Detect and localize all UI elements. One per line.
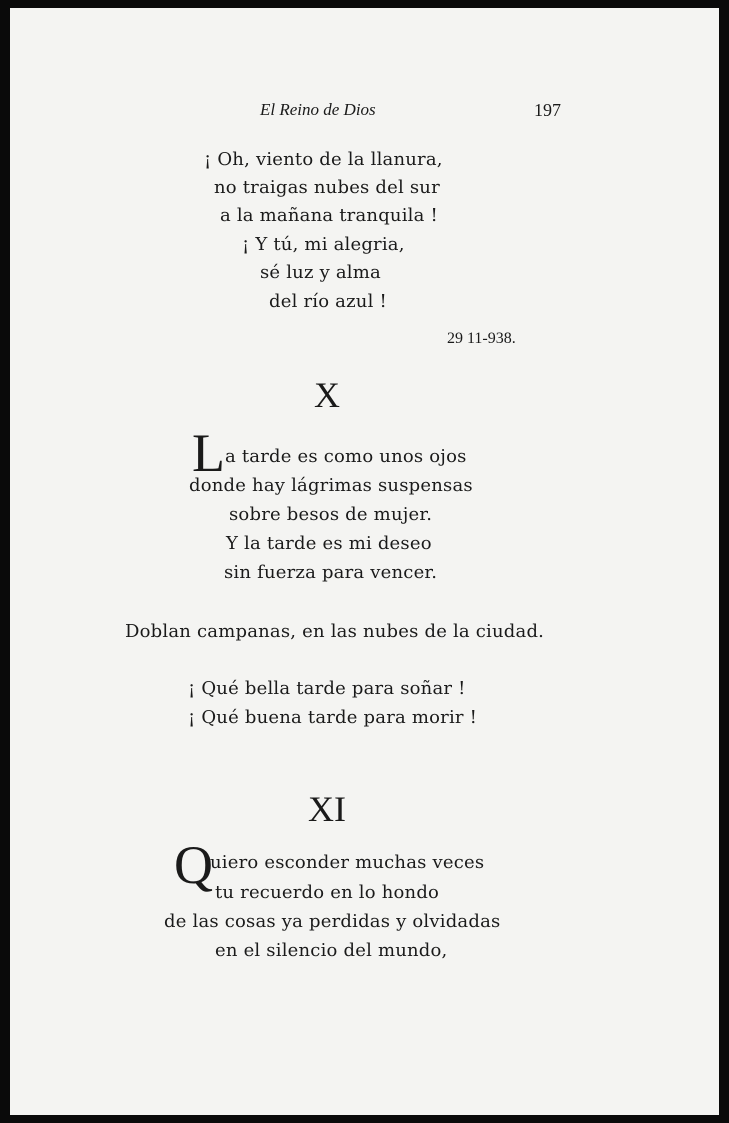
poem-line: ¡ Qué bella tarde para soñar ! bbox=[188, 678, 466, 699]
drop-cap: L bbox=[192, 423, 225, 483]
poem-line: Y la tarde es mi deseo bbox=[226, 533, 432, 554]
poem-line: sin fuerza para vencer. bbox=[224, 562, 438, 583]
section-heading-x: X bbox=[314, 375, 340, 415]
poem-line: a la mañana tranquila ! bbox=[220, 205, 438, 226]
poem-line: sé luz y alma bbox=[260, 262, 381, 283]
drop-cap: Q bbox=[174, 835, 213, 895]
poem-line: sobre besos de mujer. bbox=[229, 504, 433, 525]
poem-line: en el silencio del mundo, bbox=[215, 940, 448, 961]
poem-line: ¡ Y tú, mi alegria, bbox=[242, 234, 405, 255]
poem-line: uiero esconder muchas veces bbox=[210, 852, 485, 873]
page-number: 197 bbox=[534, 100, 561, 120]
poem-line: a tarde es como unos ojos bbox=[225, 446, 467, 467]
book-page bbox=[10, 8, 719, 1115]
running-title: El Reino de Dios bbox=[260, 100, 376, 119]
poem-line: ¡ Qué buena tarde para morir ! bbox=[188, 707, 478, 728]
section-heading-xi: XI bbox=[308, 789, 346, 829]
poem-date: 29 11-938. bbox=[447, 330, 516, 347]
poem-line: ¡ Oh, viento de la llanura, bbox=[204, 149, 443, 170]
poem-line: del río azul ! bbox=[269, 291, 387, 312]
poem-line: tu recuerdo en lo hondo bbox=[215, 882, 440, 903]
poem-line: donde hay lágrimas suspensas bbox=[189, 475, 473, 496]
poem-line: Doblan campanas, en las nubes de la ciudad. bbox=[125, 621, 545, 642]
poem-line: no traigas nubes del sur bbox=[214, 177, 440, 198]
poem-line: de las cosas ya perdidas y olvidadas bbox=[164, 911, 501, 932]
